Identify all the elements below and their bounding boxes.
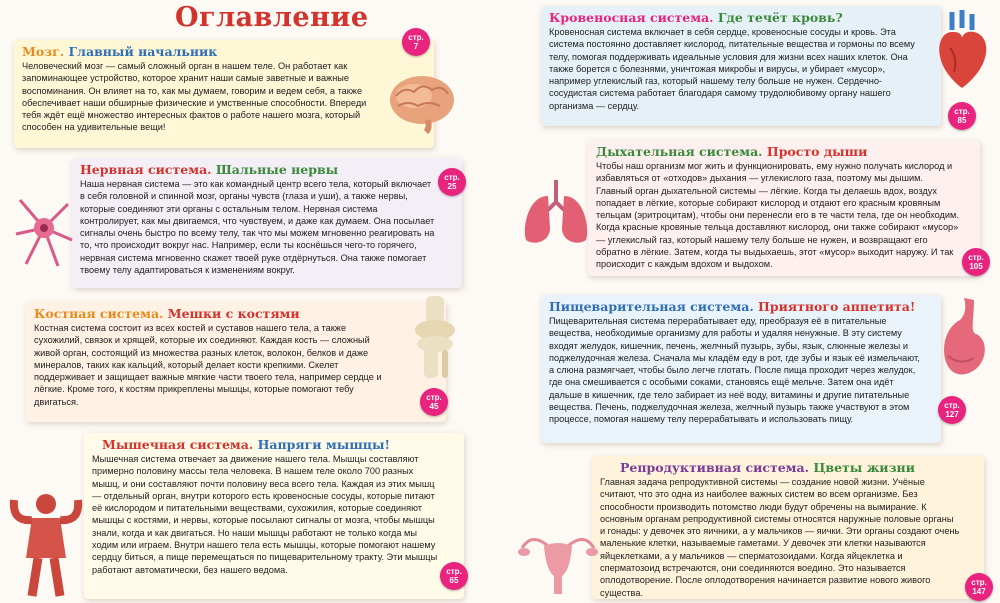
section-text: Кровеносная система включает в себя сердце, кровеносные сосуды и кровь. Эта система постоянно доставляет кислород, питательные вещества и гормоны по всему телу, помогая поддерживать идеальные условия для жизни всех наших клеток. Она также борется с болезнями, уничтожая микробы и вирусы, и убирает «мусор», например углекислый газ, который нашему телу больше не нужен. Сердечно-сосудистая система работает благодаря самому трудолюбивому органу нашего организма — сердцу.	[549, 27, 915, 111]
section-title-sub: Мешки с костями	[167, 306, 300, 321]
section-title-main: Пищеварительная система.	[549, 299, 754, 314]
section-title-main: Репродуктивная система.	[620, 460, 809, 475]
section-text: Костная система состоит из всех костей и суставов нашего тела, а также сухожилий, связок и хрящей, которые их соединяют. Каждая кость — сложный живой орган, состоящий из множества разных клеток, волокон, белков и даже минералов, таких как кальций, который делает кости крепкими. Скелет поддерживает и защищает важные мягкие части твоего тела, например сердце и лёгкие. Кроме того, к костям прикреплены мышцы, которые помогают тебу двигаться.	[34, 323, 382, 407]
page-number: 25	[447, 182, 457, 191]
section-text: Наша нервная система — это как командный центр всего тела, который включает в себя головной и спинной мозг, органы чувств (глаза и уши), а также нервы, которые соединяют эти органы с остальным телом. Нервная система контролирует, как мы двигаемся, что чувствуем, и даже как думаем. Она посылает сигналы очень быстро по всему телу, так что мы можем мгновенно реагировать на то, что происходит вокруг нас. Например, если ты коснёшься чего-то горячего, нервная система мгновенно скажет твоей руке отдёрнуться. Она также помогает твоему телу адаптироваться к изменениям вокруг.	[80, 179, 435, 276]
section-card-muscular	[84, 433, 464, 599]
section-text: Пищеварительная система перерабатывает еду, преобразуя её в питательные вещества, необходимые организму для работы и удаляя ненужные. В эту систему входят желудок, кишечник, печень, желчный пузырь, зубы, язык, слюнные железы и поджелудочная железа. Сначала мы кладём еду в рот, где зубы и язык её измельчают, а слюна размягчает, чтобы было легче глотать. После пища проходит через желудок, где она смешивается с особыми соками, становясь ещё мельче. Затем она идёт дальше в кишечник, где тело забирает из неё воду, витамины и другие питательные вещества. Печень, поджелудочная железа, желчный пузырь также участвуют в этом процессе, помогая нашему телу перерабатывать и использовать пищу.	[549, 316, 920, 425]
page-label: стр.	[426, 393, 442, 402]
page-label: стр.	[971, 578, 987, 587]
section-title-sub: Приятного аппетита!	[758, 299, 916, 314]
section-heading	[549, 10, 933, 25]
page-badge[interactable]	[440, 562, 468, 590]
section-title-main: Мышечная система.	[102, 437, 254, 452]
section-title-main: Кровеносная система.	[549, 10, 714, 25]
page-number: 105	[969, 262, 983, 271]
section-title-sub: Просто дыши	[766, 144, 868, 159]
section-card-digestive	[541, 295, 941, 443]
section-title-main: Дыхательная система.	[596, 144, 763, 159]
heart-icon	[932, 8, 992, 92]
section-title-sub: Шальные нервы	[215, 162, 339, 177]
page-label: стр.	[408, 33, 424, 42]
page-number: 45	[429, 402, 439, 411]
section-text: Мышечная система отвечает за движение нашего тела. Мышцы составляют примерно половину массы тела человека. В нашем теле около 700 разных мышц, и они составляют почти половину веса всего тела. Каждая из этих мышц — отдельный орган, внутри которого есть кровеносные сосуды, которые питают её кислородом и питательными веществами, сухожилия, которые соединяют мышцы с костями, и нервы, которые посылают сигналы от мозга, чтобы мышцы знали, когда и как двигаться. Но наши мышцы работают не только когда мы ходим или играем. Внутри нашего тела есть мышцы, которые помогают нашему сердцу биться, а пище перемещаться по пищеварительному тракту. Эти мышцы работают автоматически, без нашего ведома.	[92, 454, 438, 575]
section-heading	[596, 144, 972, 159]
section-title-sub: Главный начальник	[68, 44, 218, 59]
section-text: Человеческий мозг — самый сложный орган в нашем теле. Он работает как запоминающее устройство, которое хранит наши самые заветные и важные воспоминания. Он влияет на то, как мы думаем, говорим и ведем себя, а также обеспечивает наши обширные физические и умственные способности. Впереди тебя ждёт ещё множество интересных фактов о работе нашего мозга, который способен на удивительные вещи!	[22, 61, 367, 133]
page-label: стр.	[446, 567, 462, 576]
page-number: 147	[972, 587, 986, 596]
section-title-sub: Цветы жизни	[813, 460, 915, 475]
section-heading	[549, 299, 933, 314]
section-text: Чтобы наш организм мог жить и функционировать, ему нужно получать кислород и избавляться от «отходов» дыхания — углекислого газа, поэтому мы дышим. Главный орган дыхательной системы — лёгкие. Когда ты делаешь вдох, воздух попадает в лёгкие, которые собирают кислород и отдают его красным кровяным тельцам (эритроцитам), чтобы они перенесли его в те части тела, где он необходим. Когда красные кровяные тельца доставляют кислород, они также собирают «мусор» — углекислый газ, который нашему телу больше не нужен, и возвращают его обратно в лёгкие. Затем, когда ты выдыхаешь, этот «мусор» выходит наружу. И так происходит с каждым вдохом и выдохом.	[596, 161, 959, 270]
page-number: 85	[957, 116, 967, 125]
page-badge[interactable]	[948, 102, 976, 130]
lungs-icon	[520, 176, 592, 248]
page-number: 127	[945, 410, 959, 419]
page-number: 7	[413, 42, 419, 51]
neuron-icon	[12, 190, 76, 270]
brain-icon	[384, 70, 462, 134]
page-title: Оглавление	[175, 2, 369, 33]
section-title-main: Нервная система.	[80, 162, 212, 177]
page-badge[interactable]	[938, 396, 966, 424]
section-title-main: Костная система.	[34, 306, 164, 321]
section-card-skeletal	[26, 302, 446, 422]
page-label: стр.	[968, 253, 984, 262]
section-title-main: Мозг.	[22, 44, 65, 59]
page-label: стр.	[444, 173, 460, 182]
section-title-sub: Напряги мышцы!	[257, 437, 391, 452]
knee-bone-icon	[408, 296, 462, 378]
section-heading	[22, 44, 426, 59]
uterus-icon	[516, 526, 600, 598]
stomach-icon	[930, 296, 992, 384]
section-card-circulatory	[541, 6, 941, 126]
section-card-reproductive	[592, 456, 987, 599]
section-heading	[34, 306, 438, 321]
section-card-respiratory	[588, 140, 983, 276]
section-heading	[600, 460, 976, 475]
page-badge[interactable]	[402, 28, 430, 56]
section-heading	[80, 162, 454, 177]
page-badge[interactable]	[965, 573, 993, 601]
page-label: стр.	[944, 401, 960, 410]
section-card-nervous	[72, 158, 462, 288]
section-title-sub: Где течёт кровь?	[717, 10, 843, 25]
page-number: 65	[449, 576, 459, 585]
section-heading	[92, 437, 456, 452]
page-badge[interactable]	[420, 388, 448, 416]
muscle-figure-icon	[6, 490, 86, 598]
section-card-brain	[14, 40, 434, 148]
page-badge[interactable]	[438, 168, 466, 196]
section-text: Главная задача репродуктивной системы — создание новой жизни. Учёные считают, что это одна из наиболее важных систем во всем организме. Без способности производить потомство люди будут обречены на вымирание. К основным органам репродуктивной системы относятся наружные половые органы и гонады: у девочек это яичники, а у мальчиков — яички. Эти органы создают очень маленькие клетки, называемые гаметами. У девочек эти клетки называются яйцеклетками, а у мальчиков — сперматозоидами. Когда яйцеклетка и сперматозоид встречаются, они соединяются воедино. Это называется оплодотворение. После оплодотворения начинается развитие нового живого существа.	[600, 477, 960, 598]
page-badge[interactable]	[962, 248, 990, 276]
page-label: стр.	[954, 107, 970, 116]
